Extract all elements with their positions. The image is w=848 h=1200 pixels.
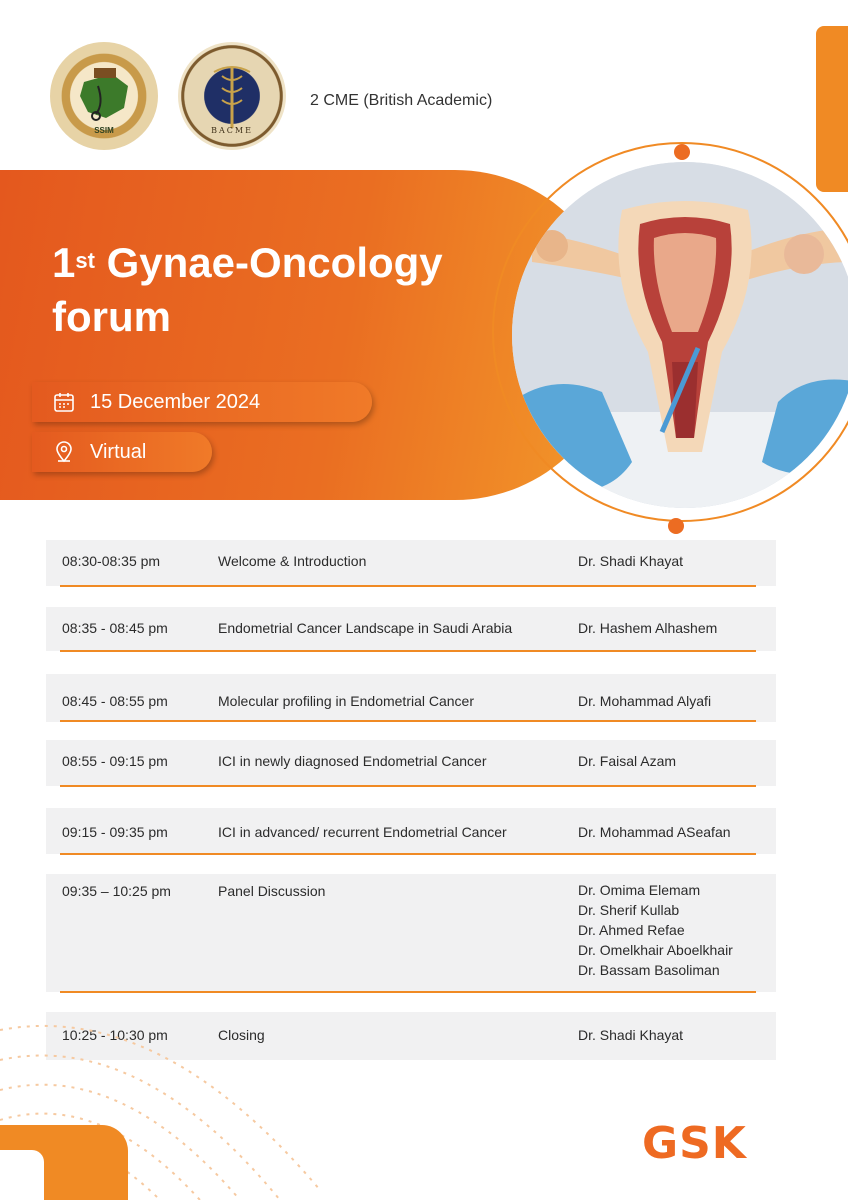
- ring-dot-top: [674, 144, 690, 160]
- agenda-time: 10:25 - 10:30 pm: [62, 1027, 168, 1043]
- title-line-2: forum: [52, 293, 171, 340]
- agenda-topic: ICI in newly diagnosed Endometrial Cancer: [218, 753, 487, 769]
- agenda-speaker: Dr. Omima Elemam: [578, 882, 701, 898]
- corner-decoration-top-right: [816, 26, 848, 192]
- agenda-topic: Endometrial Cancer Landscape in Saudi Arabia: [218, 620, 513, 636]
- agenda-speaker: Dr. Ahmed Refae: [578, 922, 685, 938]
- agenda-speaker: Dr. Shadi Khayat: [578, 1027, 684, 1043]
- agenda-row: [46, 674, 776, 722]
- agenda-row: [46, 740, 776, 786]
- row-divider: [60, 585, 756, 587]
- agenda-speaker: Dr. Hashem Alhashem: [578, 620, 718, 636]
- event-title: [52, 236, 443, 344]
- agenda-speaker: Dr. Mohammad ASeafan: [578, 824, 731, 840]
- event-date: 15 December 2024: [90, 390, 261, 413]
- agenda-row: [46, 607, 776, 651]
- agenda-speaker: Dr. Omelkhair Aboelkhair: [578, 942, 733, 958]
- row-divider: [60, 650, 756, 652]
- event-location: Virtual: [90, 440, 147, 463]
- calendar-icon: [52, 390, 76, 414]
- date-pill: [32, 382, 372, 422]
- agenda-time: 08:55 - 09:15 pm: [62, 753, 168, 769]
- location-pill: [32, 432, 212, 472]
- agenda-topic: Panel Discussion: [218, 883, 326, 899]
- agenda-speaker: Dr. Shadi Khayat: [578, 553, 684, 569]
- agenda-time: 08:45 - 08:55 pm: [62, 693, 168, 709]
- agenda-time: 09:35 – 10:25 pm: [62, 883, 171, 899]
- title-ordinal-suffix: st: [75, 248, 95, 273]
- agenda-time: 08:35 - 08:45 pm: [62, 620, 168, 636]
- agenda-row: [46, 808, 776, 854]
- agenda-speaker-list: [578, 880, 733, 980]
- agenda-speaker: Dr. Bassam Basoliman: [578, 962, 720, 978]
- corner-decoration-bottom-left-inner: [0, 1150, 44, 1200]
- agenda-time: 09:15 - 09:35 pm: [62, 824, 168, 840]
- row-divider: [60, 720, 756, 722]
- title-ordinal: 1: [52, 239, 76, 286]
- agenda-speaker: Dr. Faisal Azam: [578, 753, 677, 769]
- agenda-row: [46, 540, 776, 586]
- row-divider: [60, 785, 756, 787]
- uterus-model-photo: [512, 162, 848, 508]
- agenda-topic: Molecular profiling in Endometrial Cancer: [218, 693, 475, 709]
- bacme-logo-text: BACME: [211, 126, 253, 135]
- agenda-topic: ICI in advanced/ recurrent Endometrial Cancer: [218, 824, 507, 840]
- location-pin-icon: [52, 440, 76, 464]
- ring-dot-bottom: [668, 518, 684, 534]
- ssim-logo-text: SSIM: [94, 126, 114, 135]
- agenda-topic: Welcome & Introduction: [218, 553, 367, 569]
- title-line-1: Gynae-Oncology: [94, 239, 443, 286]
- row-divider: [60, 853, 756, 855]
- agenda-speaker: Dr. Mohammad Alyafi: [578, 693, 712, 709]
- agenda-row: [46, 874, 776, 992]
- agenda-time: 08:30-08:35 pm: [62, 553, 161, 569]
- agenda-speaker: Dr. Sherif Kullab: [578, 902, 680, 918]
- gsk-logo: GSK: [642, 1118, 747, 1169]
- cme-credit-text: 2 CME (British Academic): [310, 92, 493, 109]
- agenda-topic: Closing: [218, 1027, 265, 1043]
